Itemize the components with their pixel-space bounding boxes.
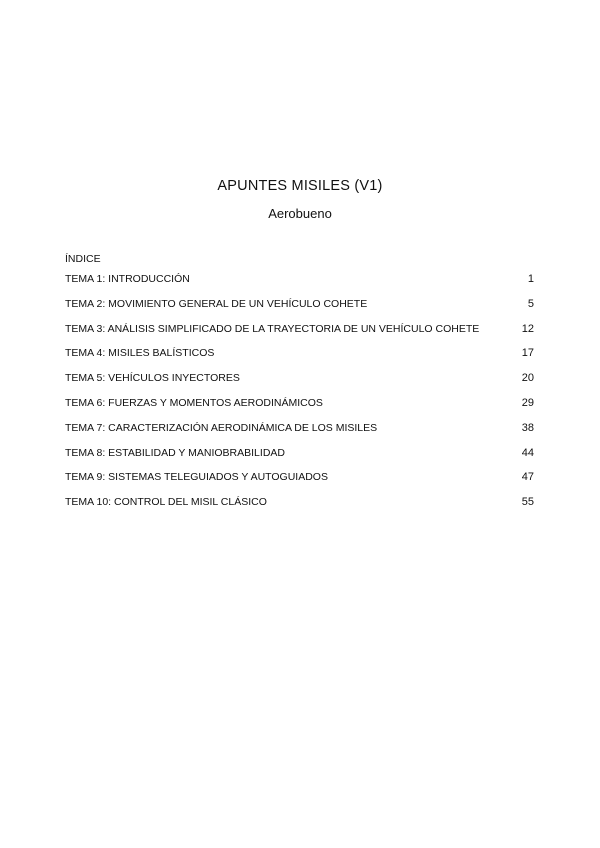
- toc-entry-label: TEMA 5: VEHÍCULOS INYECTORES: [65, 372, 240, 385]
- toc-entry-label: TEMA 6: FUERZAS Y MOMENTOS AERODINÁMICOS: [65, 396, 323, 409]
- toc-entry-label: TEMA 10: CONTROL DEL MISIL CLÁSICO: [65, 496, 267, 509]
- toc-entry-label: TEMA 4: MISILES BALÍSTICOS: [65, 347, 215, 360]
- toc-entry-page: 29: [521, 396, 534, 409]
- toc-entry-label: TEMA 1: INTRODUCCIÓN: [65, 273, 190, 285]
- toc-entry[interactable]: [65, 322, 534, 347]
- toc-entry-page: 5: [527, 297, 534, 310]
- toc-entry[interactable]: [65, 396, 534, 421]
- toc-entry-page: 47: [521, 471, 534, 484]
- toc-entry-label: TEMA 7: CARACTERIZACIÓN AERODINÁMICA DE LOS MISILES: [65, 421, 378, 434]
- toc-entry[interactable]: [65, 272, 534, 297]
- toc-entry[interactable]: [65, 446, 534, 471]
- toc-entry[interactable]: [65, 495, 534, 520]
- toc-entry-label: TEMA 3: ANÁLISIS SIMPLIFICADO DE LA TRAYECTORIA DE UN VEHÍCULO COHETE: [65, 322, 480, 335]
- table-of-contents: [65, 252, 534, 520]
- toc-entry[interactable]: [65, 297, 534, 322]
- document-title: APUNTES MISILES (V1): [217, 178, 383, 194]
- toc-entry-page: 20: [521, 372, 534, 385]
- toc-entry-page: 44: [521, 446, 534, 459]
- toc-entry-label: TEMA 8: ESTABILIDAD Y MANIOBRABILIDAD: [65, 446, 285, 459]
- document-author: Aerobueno: [268, 206, 332, 221]
- toc-entry-page: 1: [527, 273, 534, 285]
- toc-entry[interactable]: [65, 371, 534, 396]
- toc-entry-page: 17: [521, 347, 534, 360]
- toc-entry-label: TEMA 2: MOVIMIENTO GENERAL DE UN VEHÍCULO COHETE: [65, 297, 368, 310]
- toc-list: [65, 272, 534, 520]
- toc-entry-page: 38: [521, 421, 534, 434]
- toc-entry-page: 12: [521, 322, 534, 335]
- toc-heading: ÍNDICE: [65, 253, 101, 265]
- toc-entry[interactable]: [65, 346, 534, 371]
- toc-entry[interactable]: [65, 421, 534, 446]
- toc-entry[interactable]: [65, 470, 534, 495]
- toc-entry-page: 55: [521, 496, 534, 509]
- toc-entry-label: TEMA 9: SISTEMAS TELEGUIADOS Y AUTOGUIADOS: [65, 471, 328, 484]
